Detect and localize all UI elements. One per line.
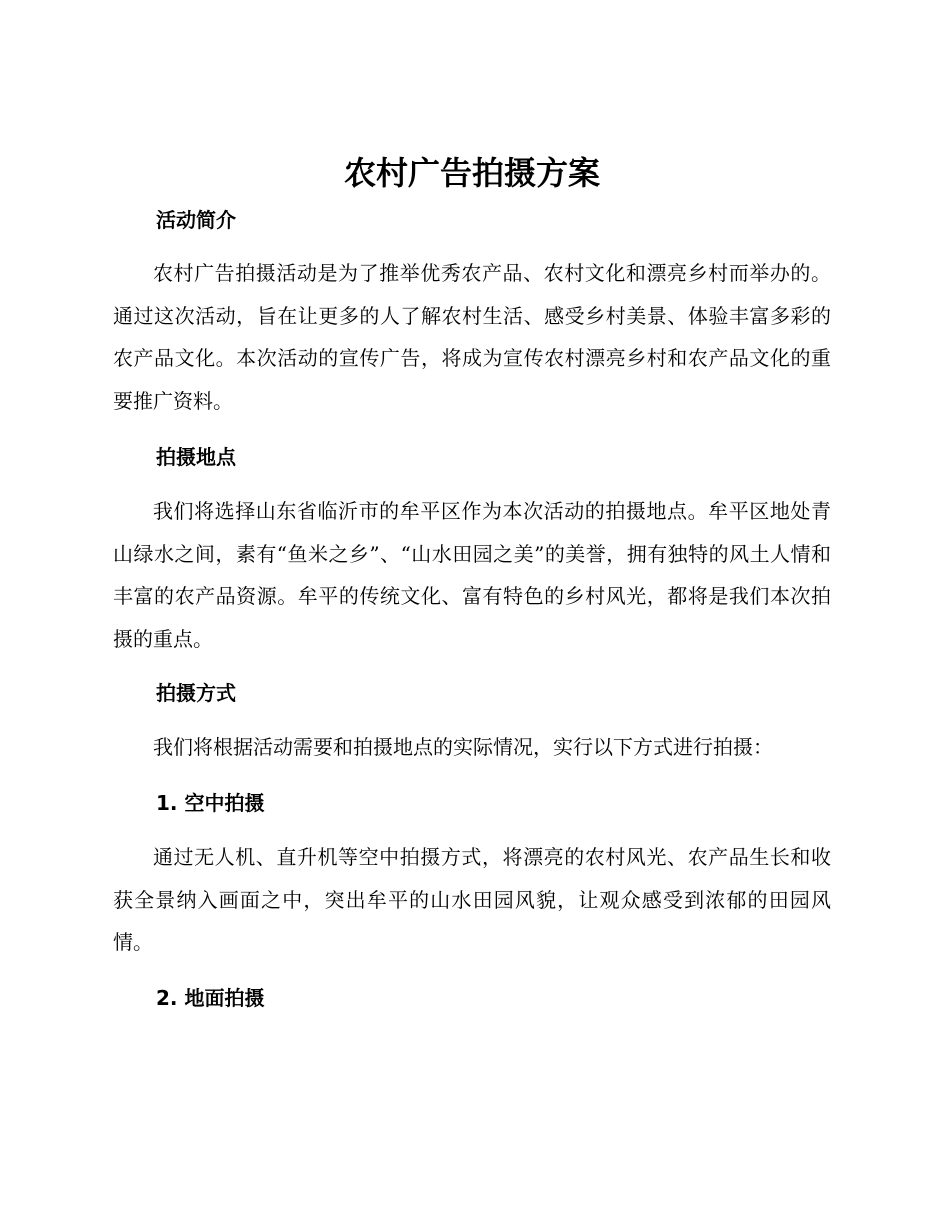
section-heading-location: 拍摄地点 xyxy=(156,445,236,469)
document-title: 农村广告拍摄方案 xyxy=(343,154,600,192)
section-paragraph-method: 我们将根据活动需要和拍摄地点的实际情况，实行以下方式进行拍摄： xyxy=(153,735,773,759)
section-heading-ground: 2. 地面拍摄 xyxy=(156,986,265,1010)
section-paragraph-aerial: 通过无人机、直升机等空中拍摄方式，将漂亮的农村风光、农产品生长和收获全景纳入画面之中，突出牟平的山水田园风貌，让观众感受到浓郁的田园风情。 xyxy=(113,845,831,954)
section-heading-intro: 活动简介 xyxy=(156,208,236,232)
section-paragraph-location: 我们将选择山东省临沂市的牟平区作为本次活动的拍摄地点。牟平区地处青山绿水之间，素有“鱼米之乡”、“山水田园之美”的美誉，拥有独特的风土人情和丰富的农产品资源。牟平的传统文化、富有特色的乡村风光，都将是我们本次拍摄的重点。 xyxy=(113,499,831,651)
section-heading-aerial: 1. 空中拍摄 xyxy=(156,791,265,815)
section-heading-method: 拍摄方式 xyxy=(156,681,236,705)
section-paragraph-intro: 农村广告拍摄活动是为了推举优秀农产品、农村文化和漂亮乡村而举办的。通过这次活动，旨在让更多的人了解农村生活、感受乡村美景、体验丰富多彩的农产品文化。本次活动的宣传广告，将成为宣传农村漂亮乡村和农产品文化的重要推广资料。 xyxy=(113,261,831,413)
